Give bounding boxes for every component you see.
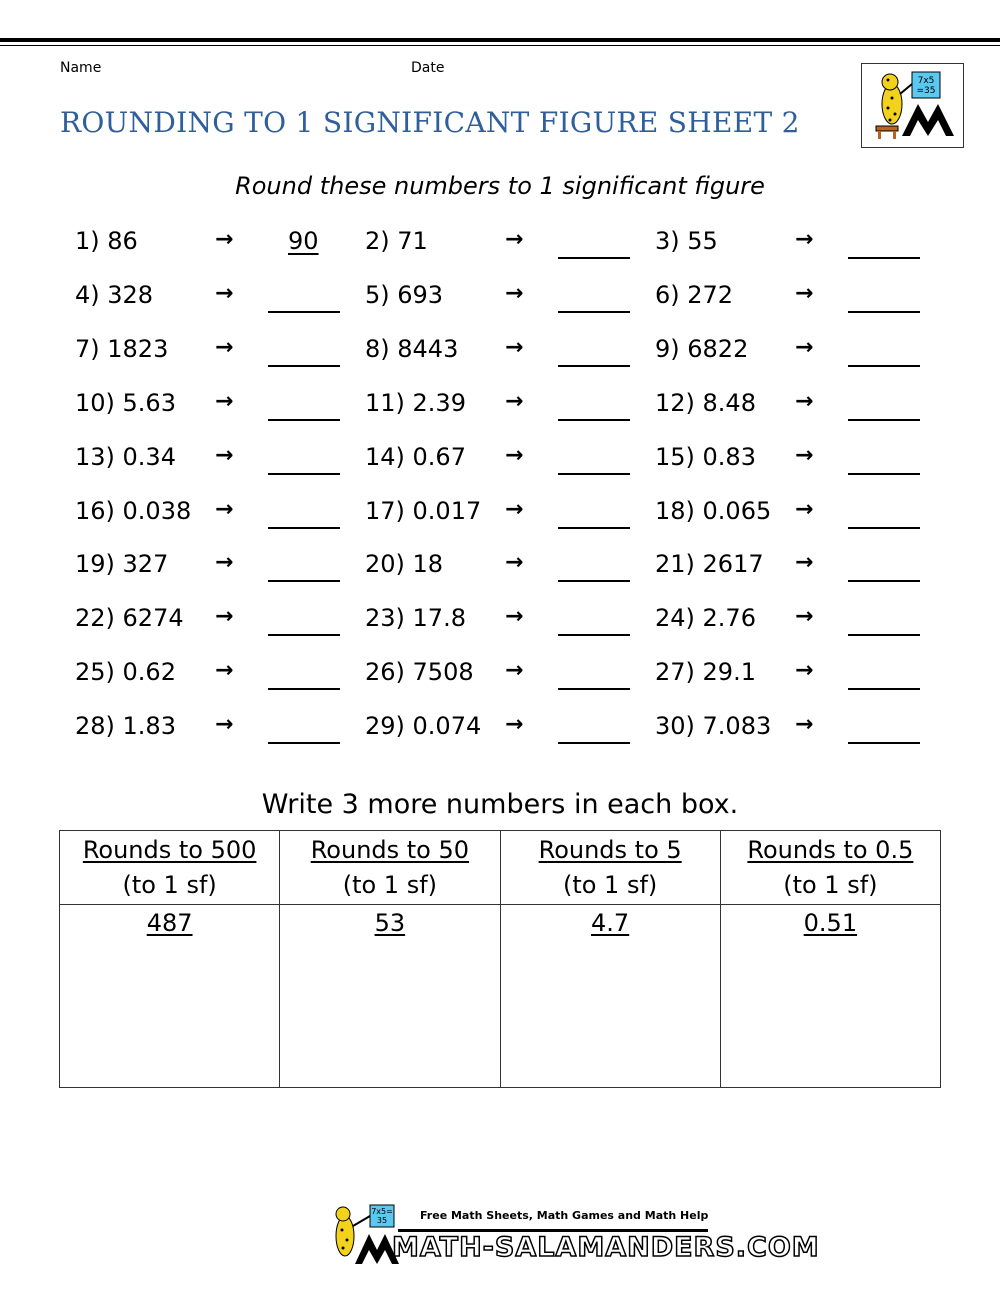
box-sub: (to 1 sf) xyxy=(783,871,878,899)
question-label: 1) 86 xyxy=(75,227,138,255)
box-example: 4.7 xyxy=(591,909,630,937)
answer-blank[interactable] xyxy=(268,688,340,690)
question-label: 15) 0.83 xyxy=(655,442,756,471)
box-heading: Rounds to 50 xyxy=(310,836,470,864)
question-label: 9) 6822 xyxy=(655,334,749,363)
answer-blank[interactable] xyxy=(848,527,920,529)
name-label: Name xyxy=(60,60,102,76)
arrow-icon: → xyxy=(215,334,234,360)
answer-blank[interactable] xyxy=(558,419,630,421)
logo-board-bottom: =35 xyxy=(916,86,936,96)
answer-blank[interactable] xyxy=(268,473,340,475)
arrow-icon: → xyxy=(505,227,524,252)
answer-blank[interactable] xyxy=(848,742,920,744)
arrow-icon: → xyxy=(795,334,814,360)
table-body-row xyxy=(60,905,941,1088)
top-rule-thin xyxy=(0,45,1000,46)
answer-blank[interactable] xyxy=(268,742,340,744)
arrow-icon: → xyxy=(505,658,524,684)
answer-blank[interactable] xyxy=(848,473,920,475)
arrow-icon: → xyxy=(795,550,814,576)
answer-blank[interactable] xyxy=(848,365,920,367)
answer-example: 90 xyxy=(288,227,319,255)
date-label: Date xyxy=(411,60,445,76)
question-label: 17) 0.017 xyxy=(365,496,482,525)
answer-blank[interactable] xyxy=(848,419,920,421)
question-label: 7) 1823 xyxy=(75,334,169,363)
question-label: 11) 2.39 xyxy=(365,388,466,417)
question-label: 2) 71 xyxy=(365,227,428,255)
arrow-icon: → xyxy=(215,604,234,630)
answer-blank[interactable] xyxy=(558,365,630,367)
logo-board-top: 7x5 xyxy=(917,76,935,86)
arrow-icon: → xyxy=(505,388,524,414)
box-header-5 xyxy=(500,831,720,905)
question-label: 30) 7.083 xyxy=(655,712,772,741)
footer-badge-top: 7x5= xyxy=(371,1207,393,1216)
arrow-icon: → xyxy=(215,442,234,468)
arrow-icon: → xyxy=(215,388,234,414)
box-5[interactable] xyxy=(500,905,720,1088)
answer-blank[interactable] xyxy=(848,257,920,259)
question-label: 20) 18 xyxy=(365,550,444,579)
answer-blank[interactable] xyxy=(558,580,630,582)
arrow-icon: → xyxy=(505,550,524,576)
answer-blank[interactable] xyxy=(268,527,340,529)
answer-blank[interactable] xyxy=(848,634,920,636)
arrow-icon: → xyxy=(215,496,234,522)
header-logo xyxy=(861,63,964,148)
arrow-icon: → xyxy=(795,496,814,522)
question-label: 8) 8443 xyxy=(365,334,459,363)
arrow-icon: → xyxy=(215,658,234,684)
answer-blank[interactable] xyxy=(558,527,630,529)
arrow-icon: → xyxy=(795,604,814,630)
question-label: 29) 0.074 xyxy=(365,712,482,741)
arrow-icon: → xyxy=(795,712,814,738)
question-label: 12) 8.48 xyxy=(655,388,756,417)
answer-blank[interactable] xyxy=(268,419,340,421)
arrow-icon: → xyxy=(795,658,814,684)
arrow-icon: → xyxy=(505,604,524,630)
question-label: 16) 0.038 xyxy=(75,496,192,525)
question-label: 24) 2.76 xyxy=(655,604,756,633)
arrow-icon: → xyxy=(795,227,814,252)
box-0-5[interactable] xyxy=(720,905,940,1088)
question-label: 4) 328 xyxy=(75,280,154,309)
answer-blank[interactable] xyxy=(268,311,340,313)
question-label: 6) 272 xyxy=(655,280,734,309)
question-label: 23) 17.8 xyxy=(365,604,466,633)
arrow-icon: → xyxy=(795,388,814,414)
box-50[interactable] xyxy=(280,905,500,1088)
arrow-icon: → xyxy=(215,712,234,738)
answer-blank[interactable] xyxy=(558,311,630,313)
arrow-icon: → xyxy=(505,442,524,468)
box-sub: (to 1 sf) xyxy=(122,871,217,899)
question-label: 19) 327 xyxy=(75,550,169,579)
arrow-icon: → xyxy=(215,280,234,306)
box-example: 53 xyxy=(374,909,406,937)
question-label: 22) 6274 xyxy=(75,604,184,633)
arrow-icon: → xyxy=(215,227,234,252)
salamander-logo-icon xyxy=(862,64,963,147)
box-header-0-5 xyxy=(720,831,940,905)
rounding-boxes-table xyxy=(59,830,941,1088)
question-label: 21) 2617 xyxy=(655,550,764,579)
answer-blank[interactable] xyxy=(268,634,340,636)
box-header-50 xyxy=(280,831,500,905)
question-label: 27) 29.1 xyxy=(655,658,756,687)
instruction: Round these numbers to 1 significant figure xyxy=(235,172,765,200)
box-example: 0.51 xyxy=(803,909,858,937)
arrow-icon: → xyxy=(795,280,814,306)
answer-blank[interactable] xyxy=(848,580,920,582)
question-label: 26) 7508 xyxy=(365,658,474,687)
box-heading: Rounds to 500 xyxy=(82,836,257,864)
answer-blank[interactable] xyxy=(558,634,630,636)
question-label: 18) 0.065 xyxy=(655,496,772,525)
answer-blank[interactable] xyxy=(848,688,920,690)
answer-blank[interactable] xyxy=(558,688,630,690)
answer-blank[interactable] xyxy=(268,580,340,582)
page-title: ROUNDING TO 1 SIGNIFICANT FIGURE SHEET 2 xyxy=(60,106,800,139)
question-label: 25) 0.62 xyxy=(75,658,176,687)
box-sub: (to 1 sf) xyxy=(562,871,658,899)
arrow-icon: → xyxy=(795,442,814,468)
answer-blank[interactable] xyxy=(558,742,630,744)
box-header-500 xyxy=(60,831,280,905)
box-500[interactable] xyxy=(60,905,280,1088)
top-rule-thick xyxy=(0,38,1000,42)
question-label: 13) 0.34 xyxy=(75,442,176,471)
answer-blank[interactable] xyxy=(268,365,340,367)
question-label: 3) 55 xyxy=(655,227,718,255)
question-label: 5) 693 xyxy=(365,280,444,309)
footer-badge-bottom: 35 xyxy=(376,1216,388,1225)
footer-tagline: Free Math Sheets, Math Games and Math Help xyxy=(420,1209,709,1222)
arrow-icon: → xyxy=(505,496,524,522)
arrow-icon: → xyxy=(505,280,524,306)
question-label: 28) 1.83 xyxy=(75,712,176,741)
question-label: 10) 5.63 xyxy=(75,388,176,417)
answer-blank[interactable] xyxy=(558,473,630,475)
box-example: 487 xyxy=(146,909,193,937)
arrow-icon: → xyxy=(505,334,524,360)
footer-site-name: MATH-SALAMANDERS.COM xyxy=(392,1232,820,1263)
box-sub: (to 1 sf) xyxy=(342,871,438,899)
answer-blank[interactable] xyxy=(848,311,920,313)
box-heading: Rounds to 0.5 xyxy=(747,836,914,864)
boxes-title: Write 3 more numbers in each box. xyxy=(261,789,739,820)
box-heading: Rounds to 5 xyxy=(538,836,682,864)
arrow-icon: → xyxy=(215,550,234,576)
arrow-icon: → xyxy=(505,712,524,738)
table-header-row xyxy=(60,831,941,905)
answer-blank[interactable] xyxy=(558,257,630,259)
question-label: 14) 0.67 xyxy=(365,442,466,471)
